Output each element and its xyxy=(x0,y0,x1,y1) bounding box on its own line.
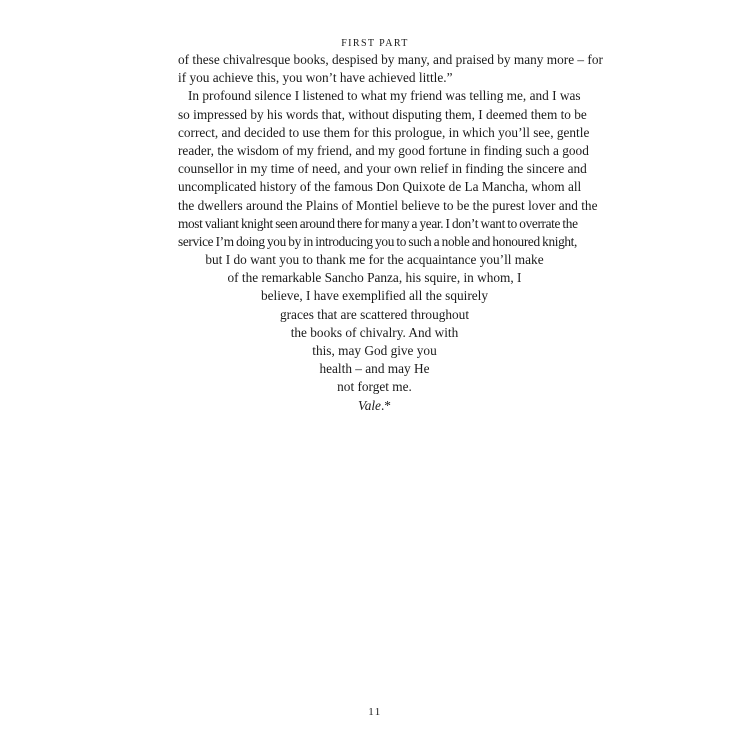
tapered-line: but I do want you to thank me for the acquaintance you’ll make xyxy=(205,252,544,268)
tapered-line: this, may God give you xyxy=(312,343,437,358)
body-text xyxy=(178,51,603,415)
tapered-line: health – and may He xyxy=(319,361,430,377)
text-line: reader, the wisdom of my friend, and my good fortune in finding such a good xyxy=(178,142,589,158)
text-line: counsellor in my time of need, and your own relief in finding the sincere and xyxy=(178,161,587,177)
text-line: uncomplicated history of the famous Don Quixote de La Mancha, whom all xyxy=(178,179,582,195)
closing-mark: .* xyxy=(380,397,391,413)
text-line: correct, and decided to use them for this prologue, in which you’ll see, gentle xyxy=(178,124,590,140)
text-line: service I’m doing you by in introducing you to such a noble and honoured knight, xyxy=(178,233,577,249)
tapered-line: not forget me. xyxy=(337,379,412,395)
tapered-line: the books of chivalry. And with xyxy=(290,324,459,340)
text-line: of these chivalresque books, despised by many, and praised by many more – for xyxy=(178,52,603,67)
tapered-line: graces that are scattered throughout xyxy=(279,306,470,322)
running-head: FIRST PART xyxy=(341,38,409,49)
tapered-line: of the remarkable Sancho Panza, his squire, in whom, I xyxy=(227,270,522,286)
text-line: if you achieve this, you won’t have achieved little.” xyxy=(178,70,453,86)
closing-line xyxy=(178,397,571,415)
text-line: so impressed by his words that, without disputing them, I deemed them to be xyxy=(178,106,587,122)
text-line: the dwellers around the Plains of Montiel believe to be the purest lover and the xyxy=(178,197,598,213)
text-line: most valiant knight seen around there for many a year. I don’t want to overrate the xyxy=(178,215,578,231)
closing-word: Vale xyxy=(358,397,381,413)
page-number: 11 xyxy=(368,706,382,718)
paragraph-first-line: In profound silence I listened to what my friend was telling me, and I was xyxy=(188,88,581,104)
tapered-line: believe, I have exemplified all the squirely xyxy=(260,288,489,304)
